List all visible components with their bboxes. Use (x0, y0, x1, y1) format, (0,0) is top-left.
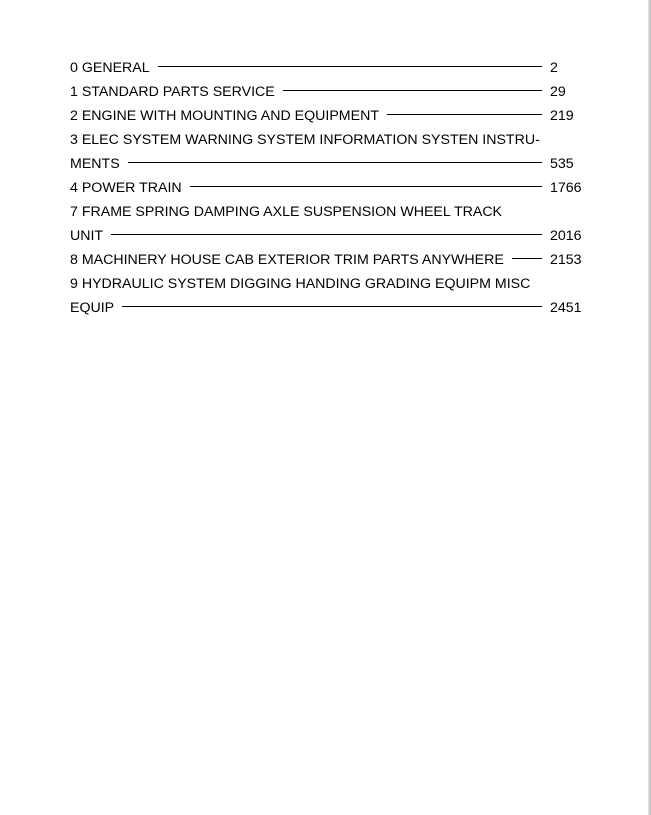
toc-leader-line (128, 162, 542, 163)
toc-title: 4 POWER TRAIN (70, 180, 182, 196)
toc-leader-line (387, 114, 542, 115)
toc-title-first-line: 9 HYDRAULIC SYSTEM DIGGING HANDING GRADING EQUIPM MISC (70, 276, 531, 292)
toc-entry-elec-system[interactable] (70, 128, 582, 176)
toc-page-number: 2016 (550, 228, 582, 244)
toc-line-wrapped (70, 128, 582, 152)
toc-page-number: 219 (550, 108, 574, 124)
toc-leader-line (158, 66, 542, 67)
toc-line (70, 80, 582, 104)
toc-leader-line (512, 258, 542, 259)
toc-entry-hydraulic-system[interactable] (70, 272, 582, 320)
toc-line (70, 104, 582, 128)
toc-page-number: 2451 (550, 300, 582, 316)
toc-title: EQUIP (70, 300, 115, 316)
toc-line-wrapped (70, 200, 582, 224)
toc-title: 1 STANDARD PARTS SERVICE (70, 84, 275, 100)
toc-entry-engine[interactable] (70, 104, 582, 128)
toc-title: 0 GENERAL (70, 60, 150, 76)
toc-page-number: 2153 (550, 252, 582, 268)
toc-title: 2 ENGINE WITH MOUNTING AND EQUIPMENT (70, 108, 379, 124)
toc-title: MENTS (70, 156, 120, 172)
toc-page-number: 29 (550, 84, 566, 100)
toc-title: 8 MACHINERY HOUSE CAB EXTERIOR TRIM PARTS ANYWHERE (70, 252, 504, 268)
toc-entry-power-train[interactable] (70, 176, 582, 200)
toc-line (70, 56, 582, 80)
toc-page-number: 2 (550, 60, 558, 76)
toc-line (70, 176, 582, 200)
toc-title: UNIT (70, 228, 104, 244)
toc-title-first-line: 3 ELEC SYSTEM WARNING SYSTEM INFORMATION SYSTEN INSTRU- (70, 132, 540, 148)
toc-line (70, 152, 582, 176)
toc-entry-standard-parts-service[interactable] (70, 80, 582, 104)
toc-line (70, 224, 582, 248)
toc-entry-machinery-house[interactable] (70, 248, 582, 272)
toc-leader-line (111, 234, 542, 235)
toc-page-number: 535 (550, 156, 574, 172)
toc-line (70, 248, 582, 272)
toc-leader-line (283, 90, 542, 91)
toc-line (70, 296, 582, 320)
toc-entry-frame-spring[interactable] (70, 200, 582, 248)
toc-title-first-line: 7 FRAME SPRING DAMPING AXLE SUSPENSION WHEEL TRACK (70, 204, 503, 220)
toc-leader-line (122, 306, 542, 307)
toc-entry-general[interactable] (70, 56, 582, 80)
table-of-contents (70, 56, 582, 320)
toc-page-number: 1766 (550, 180, 582, 196)
toc-line-wrapped (70, 272, 582, 296)
toc-leader-line (190, 186, 542, 187)
